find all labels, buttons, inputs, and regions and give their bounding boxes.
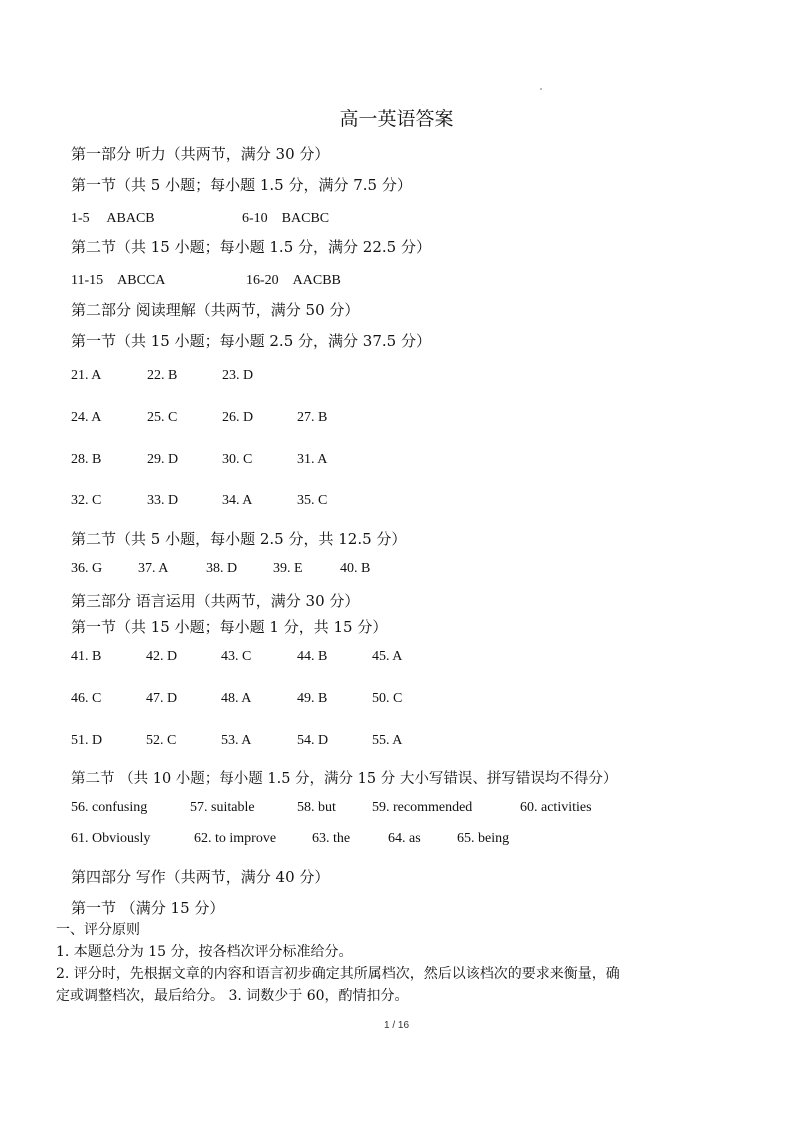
answer-item: 60. activities bbox=[520, 800, 592, 815]
answer-item: 55. A bbox=[372, 733, 403, 748]
part3-heading: 第三部分 语言运用（共两节，满分 30 分） bbox=[71, 592, 360, 610]
answer-item: 51. D bbox=[71, 733, 103, 748]
answer-item: 40. B bbox=[340, 561, 371, 576]
answer-item: 50. C bbox=[372, 691, 403, 706]
answer-item: 38. D bbox=[206, 561, 238, 576]
answer-item: 47. D bbox=[146, 691, 178, 706]
answer-group: 11-15 ABCCA bbox=[71, 273, 166, 288]
answer-group: 16-20 AACBB bbox=[246, 273, 341, 288]
answer-item: 56. confusing bbox=[71, 800, 148, 815]
answer-item: 33. D bbox=[147, 493, 179, 508]
page-title: 高一英语答案 bbox=[339, 108, 454, 130]
answer-item: 49. B bbox=[297, 691, 328, 706]
answer-item: 52. C bbox=[146, 733, 177, 748]
answer-item: 43. C bbox=[221, 649, 252, 664]
answer-item: 59. recommended bbox=[372, 800, 473, 815]
answer-item: 42. D bbox=[146, 649, 178, 664]
answer-item: 63. the bbox=[312, 831, 351, 846]
answer-item: 22. B bbox=[147, 368, 178, 383]
answer-item: 53. A bbox=[221, 733, 252, 748]
part2-section1-heading: 第一节（共 15 小题；每小题 2.5 分，满分 37.5 分） bbox=[71, 332, 431, 350]
part4-heading: 第四部分 写作（共两节，满分 40 分） bbox=[71, 868, 330, 886]
part1-heading: 第一部分 听力（共两节，满分 30 分） bbox=[71, 145, 330, 163]
answer-item: 64. as bbox=[388, 831, 421, 846]
part3-section2-heading: 第二节 （共 10 小题；每小题 1.5 分，满分 15 分 大小写错误、拼写错误均不得分） bbox=[71, 771, 618, 787]
part1-section2-heading: 第二节（共 15 小题；每小题 1.5 分，满分 22.5 分） bbox=[71, 238, 431, 256]
answer-item: 27. B bbox=[297, 410, 328, 425]
answer-item: 58. but bbox=[297, 800, 336, 815]
answer-item: 30. C bbox=[222, 452, 253, 467]
scoring-rule-2-line1: 2. 评分时，先根据文章的内容和语言初步确定其所属档次，然后以该档次的要求来衡量，确 bbox=[56, 966, 620, 982]
answer-item: 46. C bbox=[71, 691, 102, 706]
part3-section1-heading: 第一节（共 15 小题；每小题 1 分，共 15 分） bbox=[71, 618, 388, 636]
answer-item: 37. A bbox=[138, 561, 169, 576]
answer-item: 62. to improve bbox=[194, 831, 277, 846]
answer-item: 57. suitable bbox=[190, 800, 255, 815]
answer-item: 24. A bbox=[71, 410, 102, 425]
answer-item: 61. Obviously bbox=[71, 831, 151, 846]
answer-item: 54. D bbox=[297, 733, 329, 748]
part2-heading: 第二部分 阅读理解（共两节，满分 50 分） bbox=[71, 301, 360, 319]
answer-item: 25. C bbox=[147, 410, 178, 425]
answer-item: 34. A bbox=[222, 493, 253, 508]
page-number: 1 / 16 bbox=[383, 1020, 410, 1031]
answer-item: 48. A bbox=[221, 691, 252, 706]
answer-group: 6-10 BACBC bbox=[242, 211, 330, 226]
scoring-principle-heading: 一、评分原则 bbox=[56, 922, 140, 938]
part1-section1-heading: 第一节（共 5 小题；每小题 1.5 分，满分 7.5 分） bbox=[71, 176, 412, 194]
answer-item: 35. C bbox=[297, 493, 328, 508]
answer-group: 1-5 ABACB bbox=[71, 211, 155, 226]
scoring-rule-1: 1. 本题总分为 15 分，按各档次评分标准给分。 bbox=[56, 944, 353, 960]
answer-item: 21. A bbox=[71, 368, 102, 383]
answer-item: 36. G bbox=[71, 561, 103, 576]
answer-item: 32. C bbox=[71, 493, 102, 508]
scan-speck bbox=[540, 88, 542, 90]
answer-item: 29. D bbox=[147, 452, 179, 467]
part4-section1-heading: 第一节 （满分 15 分） bbox=[71, 899, 225, 917]
answer-item: 23. D bbox=[222, 368, 254, 383]
answer-item: 28. B bbox=[71, 452, 102, 467]
part2-section2-heading: 第二节（共 5 小题，每小题 2.5 分，共 12.5 分） bbox=[71, 530, 407, 548]
answer-item: 31. A bbox=[297, 452, 328, 467]
answer-item: 39. E bbox=[273, 561, 303, 576]
answer-item: 44. B bbox=[297, 649, 328, 664]
answer-item: 41. B bbox=[71, 649, 102, 664]
scoring-rule-2-line2: 定或调整档次，最后给分。 3. 词数少于 60，酌情扣分。 bbox=[56, 988, 409, 1004]
answer-item: 65. being bbox=[457, 831, 510, 846]
answer-item: 26. D bbox=[222, 410, 254, 425]
answer-item: 45. A bbox=[372, 649, 403, 664]
